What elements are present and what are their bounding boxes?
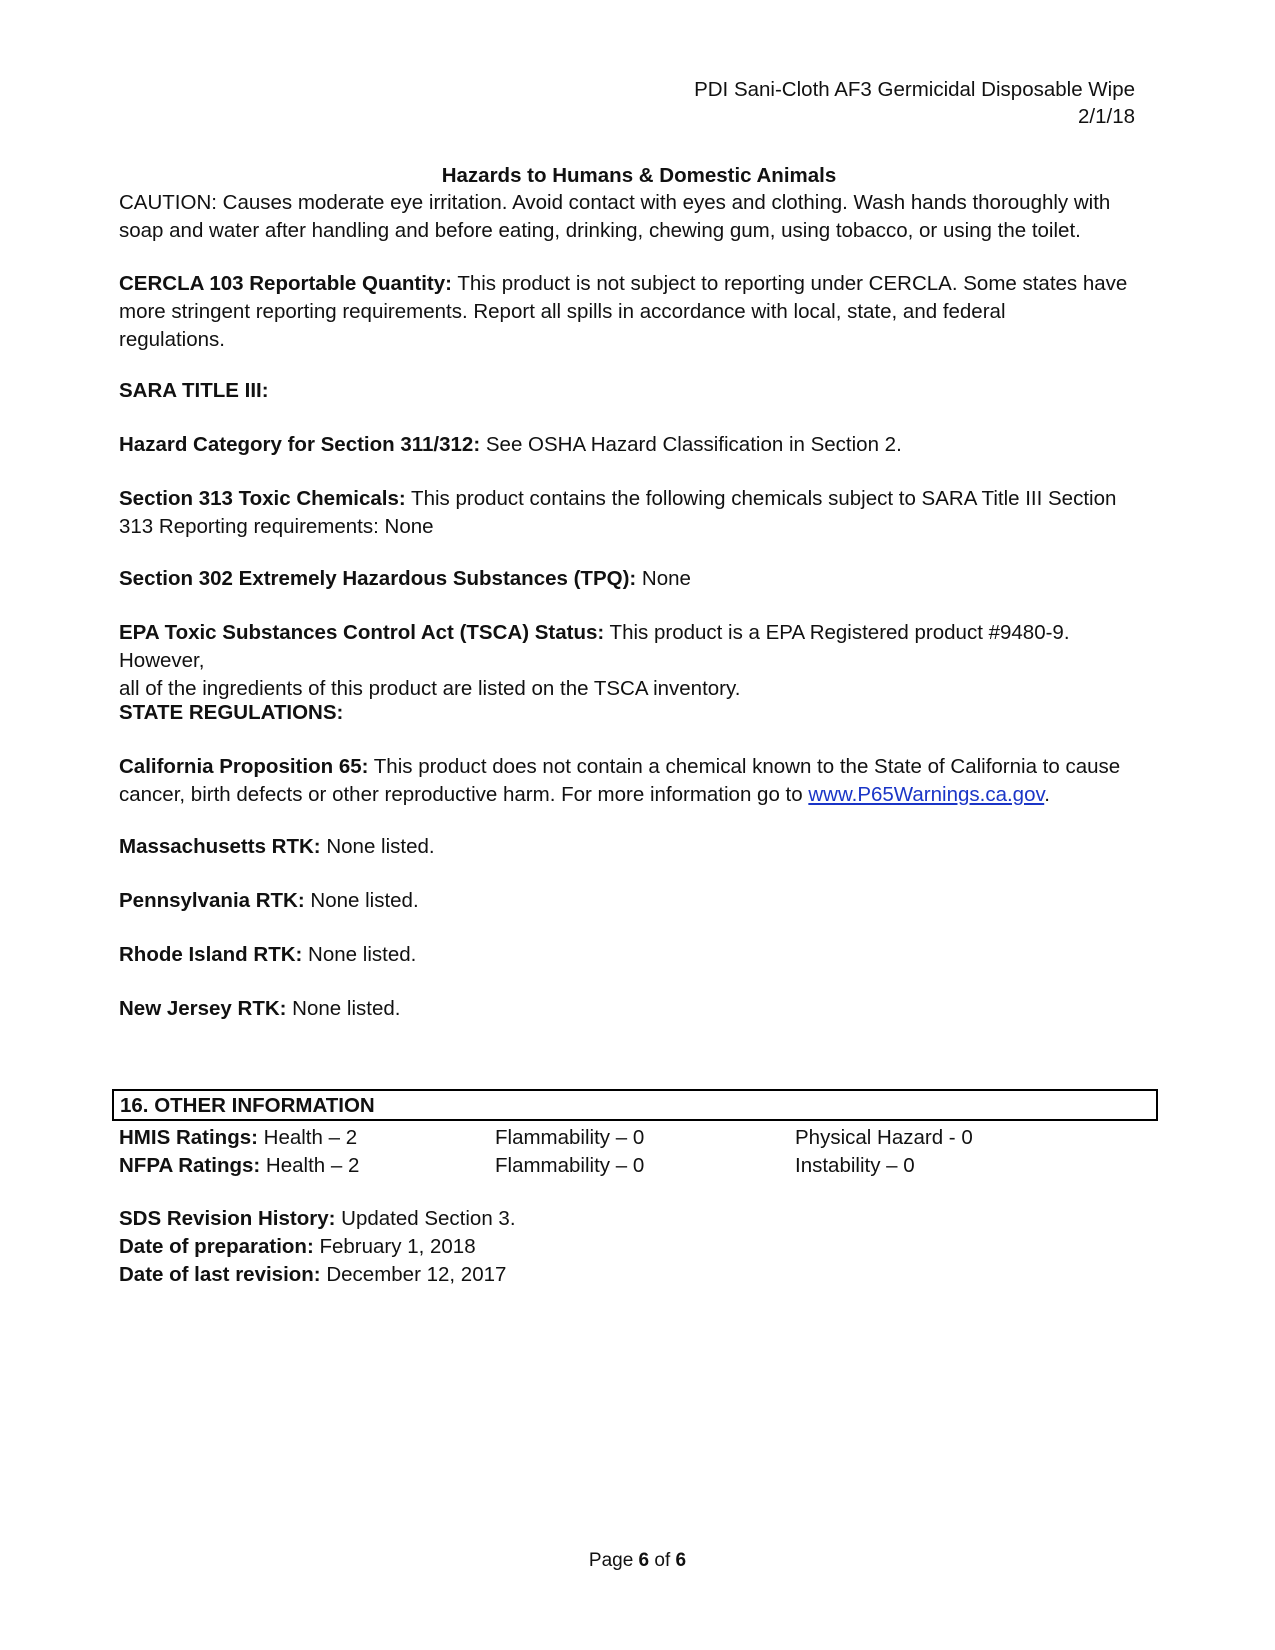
section313-paragraph — [119, 485, 1159, 541]
hazards-title: Hazards to Humans & Domestic Animals — [441, 164, 837, 187]
hazard-category-label: Hazard Category for Section 311/312: — [119, 433, 481, 456]
caution-paragraph — [119, 189, 1159, 245]
tsca-paragraph — [119, 619, 1159, 703]
header-date: 2/1/18 — [1078, 105, 1135, 128]
page-prefix: Page — [588, 1550, 639, 1571]
cercla-text: regulations. — [119, 328, 225, 351]
page-of: of — [649, 1550, 676, 1571]
cercla-paragraph — [119, 270, 1159, 354]
tsca-text: This product is a EPA Registered product #9480-9. However, — [119, 621, 1070, 672]
revision-info — [119, 1205, 1159, 1289]
hazard-category-paragraph — [119, 431, 1159, 459]
date-last-revision-text: December 12, 2017 — [320, 1263, 507, 1286]
hazard-category-text: See OSHA Hazard Classification in Section 2. — [480, 433, 902, 456]
cercla-text: more stringent reporting requirements. Report all spills in accordance with local, state, and federal — [119, 300, 1006, 323]
rtk-text: None listed. — [320, 835, 435, 858]
date-last-revision-label: Date of last revision: — [119, 1263, 321, 1286]
page-total: 6 — [675, 1550, 687, 1571]
section-16-header: 16. OTHER INFORMATION — [112, 1089, 1158, 1121]
state-regulations-text: STATE REGULATIONS: — [119, 701, 344, 724]
state-regulations-heading — [119, 699, 1159, 727]
section302-paragraph — [119, 565, 1159, 593]
rtk-rhode-island — [119, 941, 1159, 969]
rtk-text: None listed. — [302, 943, 417, 966]
ratings-label: NFPA Ratings: — [119, 1154, 261, 1177]
flammability-rating: Flammability – 0 — [495, 1126, 645, 1149]
rtk-pennsylvania — [119, 887, 1159, 915]
date-preparation-text: February 1, 2018 — [313, 1235, 476, 1258]
revision-history-label: SDS Revision History: — [119, 1207, 336, 1230]
ratings-table — [119, 1124, 1159, 1180]
section302-label: Section 302 Extremely Hazardous Substances (TPQ): — [119, 567, 637, 590]
document-header — [694, 76, 1135, 130]
page-footer — [0, 1547, 1275, 1575]
rtk-massachusetts — [119, 833, 1159, 861]
product-name: PDI Sani-Cloth AF3 Germicidal Disposable Wipe — [694, 78, 1135, 101]
rtk-label: Massachusetts RTK: — [119, 835, 321, 858]
revision-history-text: Updated Section 3. — [335, 1207, 516, 1230]
prop65-period: . — [1044, 783, 1050, 806]
rtk-text: None listed. — [304, 889, 419, 912]
prop65-label: California Proposition 65: — [119, 755, 369, 778]
caution-line: CAUTION: Causes moderate eye irritation. Avoid contact with eyes and clothing. Wash hands thoroughly with — [119, 191, 1111, 214]
caution-line: soap and water after handling and before eating, drinking, chewing gum, using tobacco, or using the toilet. — [119, 219, 1081, 242]
rtk-label: Pennsylvania RTK: — [119, 889, 305, 912]
physical-hazard-rating: Physical Hazard - 0 — [795, 1126, 973, 1149]
cercla-text: This product is not subject to reporting under CERCLA. Some states have — [452, 272, 1128, 295]
section313-text: 313 Reporting requirements: None — [119, 515, 434, 538]
p65-warnings-link[interactable]: www.P65Warnings.ca.gov — [808, 783, 1045, 806]
flammability-rating: Flammability – 0 — [495, 1154, 645, 1177]
section313-label: Section 313 Toxic Chemicals: — [119, 487, 406, 510]
sara-heading-text: SARA TITLE III: — [119, 379, 269, 402]
date-preparation-label: Date of preparation: — [119, 1235, 314, 1258]
rtk-label: New Jersey RTK: — [119, 997, 287, 1020]
cercla-label: CERCLA 103 Reportable Quantity: — [119, 272, 452, 295]
nfpa-ratings-row — [119, 1152, 1159, 1180]
tsca-label: EPA Toxic Substances Control Act (TSCA) Status: — [119, 621, 605, 644]
hmis-ratings-row — [119, 1124, 1159, 1152]
prop65-paragraph — [119, 753, 1159, 809]
rtk-label: Rhode Island RTK: — [119, 943, 303, 966]
health-rating: Health – 2 — [257, 1126, 358, 1149]
tsca-text: all of the ingredients of this product are listed on the TSCA inventory. — [119, 677, 741, 700]
sara-heading — [119, 377, 1159, 405]
section313-text: This product contains the following chemicals subject to SARA Title III Section — [405, 487, 1117, 510]
rtk-text: None listed. — [286, 997, 401, 1020]
page-number: 6 — [638, 1550, 650, 1571]
prop65-text: cancer, birth defects or other reproductive harm. For more information go to — [119, 783, 809, 806]
rtk-new-jersey — [119, 995, 1159, 1023]
health-rating: Health – 2 — [260, 1154, 360, 1177]
prop65-text: This product does not contain a chemical known to the State of California to cause — [368, 755, 1121, 778]
section302-text: None — [636, 567, 691, 590]
ratings-label: HMIS Ratings: — [119, 1126, 258, 1149]
instability-rating: Instability – 0 — [795, 1154, 915, 1177]
